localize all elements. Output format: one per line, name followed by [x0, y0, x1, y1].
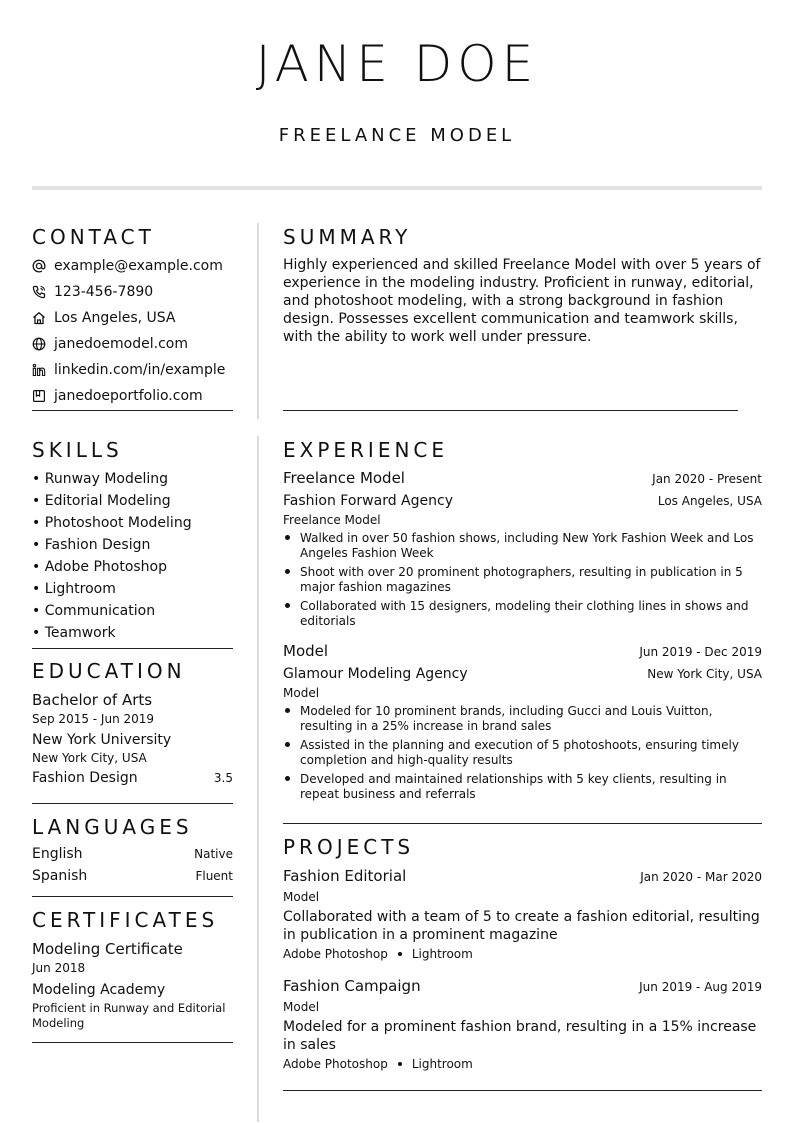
contact-website[interactable] — [32, 331, 233, 357]
language-name: Spanish — [32, 868, 88, 884]
job-bullet: Assisted in the planning and execution of 5 photoshoots, ensuring timely completion and high-quality results — [283, 738, 762, 768]
job-location: New York City, USA — [647, 667, 762, 681]
phone-icon — [32, 285, 46, 299]
language-name: English — [32, 846, 83, 862]
skill-item: • Teamwork — [32, 625, 116, 641]
candidate-name: JANE DOE — [255, 35, 539, 93]
job-company: Fashion Forward Agency — [283, 493, 453, 509]
contact-portfolio[interactable] — [32, 383, 233, 409]
education-divider — [32, 803, 233, 804]
certificate-name: Modeling Certificate — [32, 940, 183, 958]
language-row — [32, 845, 233, 867]
job-bullet: Collaborated with 15 designers, modeling their clothing lines in shows and editorials — [283, 599, 762, 629]
projects-section — [283, 835, 762, 1072]
summary-section — [283, 225, 762, 346]
portfolio-icon — [32, 389, 46, 403]
at-icon — [32, 259, 46, 273]
education-gpa: 3.5 — [213, 771, 233, 785]
summary-heading: SUMMARY — [283, 225, 412, 249]
home-icon — [32, 311, 46, 325]
project-entry — [283, 976, 762, 1072]
certificates-heading: CERTIFICATES — [32, 908, 219, 932]
job-bullet: Modeled for 10 prominent brands, including Gucci and Louis Vuitton, resulting in a 25% increase in brand sales — [283, 704, 762, 734]
project-tool: Lightroom — [411, 947, 473, 961]
job-role: Freelance Model — [283, 513, 381, 527]
certificate-issuer: Modeling Academy — [32, 982, 166, 998]
projects-divider — [283, 1090, 762, 1091]
job-bullet: Developed and maintained relationships with 5 key clients, resulting in repeat business and referrals — [283, 772, 762, 802]
summary-text: Highly experienced and skilled Freelance Model with over 5 years of experience in the modeling industry. Proficient in runway, editorial, and photoshoot modeling, with a strong background in fashion design. Possesses excellent communication and teamwork skills, with the ability to work well under pressure. — [283, 257, 761, 345]
skills-section — [32, 438, 233, 644]
job-dates: Jan 2020 - Present — [652, 472, 762, 486]
project-dates: Jan 2020 - Mar 2020 — [640, 870, 762, 884]
certificate-date: Jun 2018 — [32, 961, 86, 975]
contact-email[interactable] — [32, 253, 233, 279]
project-title: Fashion Editorial — [283, 867, 407, 885]
education-location: New York City, USA — [32, 751, 147, 765]
certificates-divider — [32, 1042, 233, 1043]
project-role: Model — [283, 1000, 320, 1014]
contact-location-text: Los Angeles, USA — [54, 310, 176, 326]
skill-item: • Editorial Modeling — [32, 493, 171, 509]
contact-website-text: janedoemodel.com — [54, 336, 188, 352]
project-description: Modeled for a prominent fashion brand, resulting in a 15% increase in sales — [283, 1019, 757, 1053]
education-dates: Sep 2015 - Jun 2019 — [32, 712, 155, 726]
contact-email-text: example@example.com — [54, 258, 223, 274]
experience-entry — [283, 641, 762, 802]
summary-divider — [283, 410, 738, 411]
experience-section — [283, 438, 762, 806]
languages-heading: LANGUAGES — [32, 815, 193, 839]
job-location: Los Angeles, USA — [657, 494, 762, 508]
column-divider-bottom — [257, 436, 259, 1122]
contact-section — [32, 225, 233, 409]
header-divider — [32, 186, 762, 190]
candidate-title: FREELANCE MODEL — [278, 125, 516, 146]
languages-divider — [32, 896, 233, 897]
education-school: New York University — [32, 732, 172, 748]
skill-item: • Communication — [32, 603, 156, 619]
languages-section — [32, 815, 233, 889]
job-title: Model — [283, 642, 329, 660]
skill-item: • Adobe Photoshop — [32, 559, 168, 575]
project-tools — [283, 946, 762, 962]
linkedin-icon — [32, 363, 46, 377]
experience-divider — [283, 823, 762, 824]
job-bullet: Walked in over 50 fashion shows, including New York Fashion Week and Los Angeles Fashion Week — [283, 531, 762, 561]
contact-portfolio-text: janedoeportfolio.com — [54, 388, 203, 404]
skills-heading: SKILLS — [32, 438, 123, 462]
education-field: Fashion Design — [32, 770, 138, 786]
globe-icon — [32, 337, 46, 351]
contact-heading: CONTACT — [32, 225, 155, 249]
project-dates: Jun 2019 - Aug 2019 — [639, 980, 762, 994]
skills-divider — [32, 648, 233, 649]
education-section — [32, 659, 233, 787]
contact-phone-text: 123-456-7890 — [54, 284, 154, 300]
job-role: Model — [283, 686, 320, 700]
skill-item: • Lightroom — [32, 581, 116, 597]
language-level: Fluent — [195, 869, 233, 883]
project-entry — [283, 866, 762, 962]
column-divider-top — [257, 223, 259, 419]
certificates-section — [32, 908, 233, 1031]
skill-item: • Fashion Design — [32, 537, 151, 553]
language-level: Native — [194, 847, 233, 861]
contact-location — [32, 305, 233, 331]
experience-entry — [283, 468, 762, 629]
project-tool: Adobe Photoshop — [283, 947, 388, 961]
project-tools — [283, 1056, 762, 1072]
education-heading: EDUCATION — [32, 659, 186, 683]
job-bullet: Shoot with over 20 prominent photographers, resulting in publication in 5 major fashion magazines — [283, 565, 762, 595]
job-company: Glamour Modeling Agency — [283, 666, 468, 682]
project-description: Collaborated with a team of 5 to create a fashion editorial, resulting in publication in a prominent magazine — [283, 909, 760, 943]
project-title: Fashion Campaign — [283, 977, 421, 995]
contact-linkedin[interactable] — [32, 357, 233, 383]
project-role: Model — [283, 890, 320, 904]
skill-item: • Photoshoot Modeling — [32, 515, 192, 531]
language-row — [32, 867, 233, 889]
job-dates: Jun 2019 - Dec 2019 — [639, 645, 762, 659]
project-tool: Lightroom — [411, 1057, 473, 1071]
contact-linkedin-text: linkedin.com/in/example — [54, 362, 226, 378]
education-degree: Bachelor of Arts — [32, 691, 153, 709]
experience-heading: EXPERIENCE — [283, 438, 449, 462]
skill-item: • Runway Modeling — [32, 471, 169, 487]
certificate-description: Proficient in Runway and Editorial Modeling — [32, 1001, 226, 1030]
projects-heading: PROJECTS — [283, 835, 415, 859]
job-title: Freelance Model — [283, 469, 405, 487]
project-tool: Adobe Photoshop — [283, 1057, 388, 1071]
contact-divider — [32, 410, 233, 411]
contact-phone[interactable] — [32, 279, 233, 305]
